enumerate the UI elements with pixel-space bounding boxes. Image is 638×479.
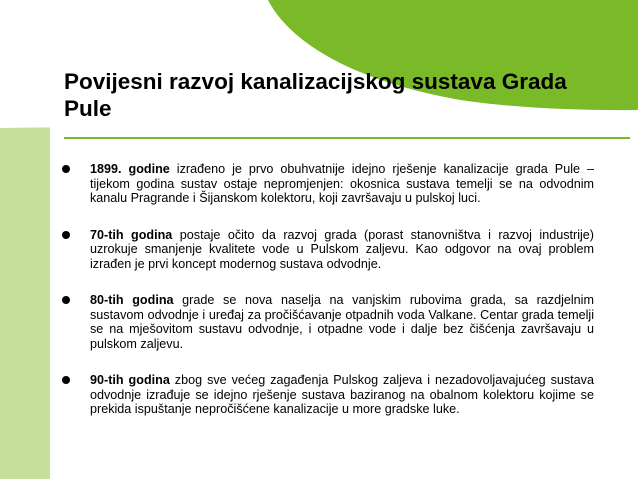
bullet-item-1899 [62, 162, 594, 206]
bullet-text: zbog sve većeg zagađenja Pulskog zaljeva i nezadovoljavajućeg sustava odvodnje izrađuje se idejno rješenje sustava baziranog na obalnom kolektoru kojime se prekida ispuštanje nepročišćene kanalizacije u more gradske luke. [90, 373, 594, 416]
bullet-dot-icon [62, 376, 70, 384]
bullet-item-70s [62, 228, 594, 272]
bullet-dot-icon [62, 165, 70, 173]
bullet-lead: 1899. godine [90, 162, 170, 176]
bullet-lead: 70-tih godina [90, 227, 173, 242]
bullet-list [62, 162, 594, 439]
bullet-item-90s [62, 373, 594, 417]
bullet-text: grade se nova naselja na vanjskim rubovima grada, sa razdjelnim sustavom odvodnje i uređaj za pročišćavanje otpadnih voda Valkane. Centar grada temelji se na mješovitom sustavu odvodnje, i otpadne vode i dalje bez čišćenja završavaju u pulskom zaljevu. [90, 293, 594, 351]
bullet-lead: 80-tih godina [90, 293, 174, 307]
bullet-lead: 90-tih godina [90, 373, 170, 387]
title-underline [64, 137, 630, 139]
bullet-dot-icon [62, 296, 70, 304]
bullet-text: izrađeno je prvo obuhvatnije idejno rješenje kanalizacije grada Pule – tijekom godina sustav ostaje nepromjenjen: okosnica sustava temelji se na odvodnim kanalu Pragrande i Šijanskom kolektoru, koji završavaju u pulskoj luci. [90, 162, 594, 205]
bullet-text: postaje očito da razvoj grada (porast stanovništva i razvoj industrije) uzrokuje smanjenje kvalitete vode u Pulskom zaljevu. Kao odgovor na ovaj problem izrađen je prvi koncept modernog sustava odvodnje. [90, 227, 594, 271]
bullet-item-80s [62, 293, 594, 351]
bullet-dot-icon [62, 231, 70, 239]
slide-title: Povijesni razvoj kanalizacijskog sustava Grada Pule [64, 69, 567, 121]
